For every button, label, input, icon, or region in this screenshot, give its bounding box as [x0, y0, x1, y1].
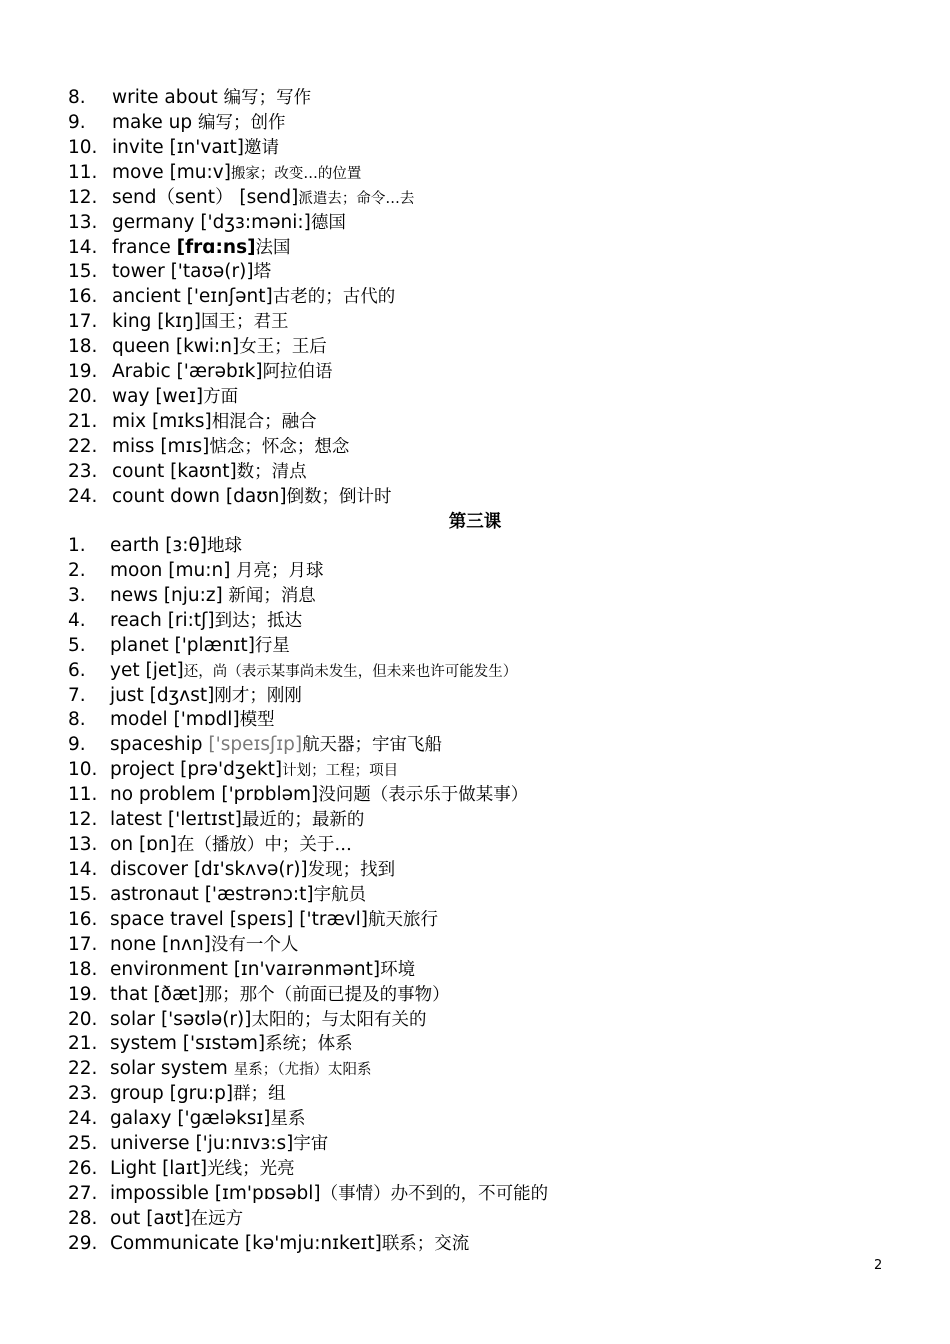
- item-meaning: 宇航员: [313, 884, 367, 905]
- item-number: 5.: [68, 634, 86, 656]
- item-phonetic: [prə'dʒekt]: [180, 759, 283, 781]
- item-meaning: 惦念；怀念；想念: [209, 436, 350, 457]
- item-number: 18.: [68, 336, 98, 358]
- vocab-item: [68, 460, 414, 485]
- item-number: 9.: [68, 734, 86, 756]
- item-meaning: 倒数；倒计时: [286, 486, 392, 507]
- item-number: 24.: [68, 485, 98, 507]
- item-number: 26.: [68, 1158, 98, 1180]
- item-meaning: 没有一个人: [210, 934, 299, 955]
- item-number: 11.: [68, 161, 98, 183]
- item-meaning: 星系；（尤指）太阳系: [233, 1062, 372, 1079]
- item-word: news: [110, 584, 158, 606]
- item-meaning: 古老的；古代的: [272, 287, 396, 308]
- vocab-item: [68, 335, 414, 360]
- item-word: queen: [112, 336, 170, 358]
- item-number: 27.: [68, 1182, 98, 1204]
- item-number: 11.: [68, 784, 98, 806]
- item-number: 23.: [68, 1083, 98, 1105]
- item-phonetic: ['plænɪt]: [174, 634, 255, 656]
- vocab-item: [68, 534, 548, 559]
- item-meaning: 星系: [270, 1109, 306, 1130]
- item-phonetic: [aʊt]: [146, 1207, 191, 1229]
- item-phonetic: ['taʊə(r)]: [170, 261, 254, 283]
- vocab-item: [68, 285, 414, 310]
- item-meaning: 没问题（表示乐于做某事）: [318, 785, 529, 806]
- item-number: 12.: [68, 809, 98, 831]
- vocab-list-continued: [68, 86, 414, 510]
- item-phonetic: [mu:v]: [169, 161, 231, 183]
- item-meaning: 月亮；月球: [230, 560, 324, 581]
- item-word: moon: [110, 559, 163, 581]
- item-word: planet: [110, 634, 169, 656]
- item-meaning: 数；清点: [236, 461, 307, 482]
- item-word: yet: [110, 659, 140, 681]
- vocab-item: [68, 1182, 548, 1207]
- vocab-item: [68, 136, 414, 161]
- item-phonetic: [weɪ]: [155, 386, 204, 408]
- item-word: astronaut: [110, 883, 199, 905]
- item-word: count: [112, 460, 165, 482]
- item-number: 16.: [68, 286, 98, 308]
- item-meaning: 那；那个（前面已提及的事物）: [204, 984, 450, 1005]
- item-word: invite: [112, 136, 164, 158]
- item-phonetic: [ri:tʃ]: [167, 609, 215, 631]
- item-phonetic: [send]: [239, 186, 299, 208]
- item-phonetic: ['speɪsʃɪp]: [208, 734, 303, 756]
- vocab-item: [68, 310, 414, 335]
- item-phonetic: [dʒʌst]: [149, 684, 215, 706]
- item-meaning: 邀请: [244, 137, 280, 158]
- item-number: 13.: [68, 834, 98, 856]
- vocab-item: [68, 211, 414, 236]
- vocab-item: [68, 360, 414, 385]
- item-meaning: 环境: [380, 959, 416, 980]
- item-meaning: 发现；找到: [307, 859, 396, 880]
- item-phonetic: [ɒn]: [138, 834, 177, 856]
- item-phonetic: ['gæləksɪ]: [177, 1108, 271, 1130]
- item-word: way: [112, 386, 150, 408]
- item-meaning: 刚才；刚刚: [214, 685, 302, 706]
- item-meaning: 航天旅行: [367, 909, 438, 930]
- vocab-item: [68, 86, 414, 111]
- item-meaning: 最近的；最新的: [241, 810, 365, 831]
- item-number: 29.: [68, 1232, 98, 1254]
- item-number: 3.: [68, 584, 86, 606]
- item-word: galaxy: [110, 1108, 172, 1130]
- item-number: 24.: [68, 1108, 98, 1130]
- item-meaning: 德国: [310, 212, 346, 233]
- item-phonetic: [gru:p]: [169, 1083, 234, 1105]
- vocab-item: [68, 684, 548, 709]
- vocab-item: [68, 783, 548, 808]
- vocab-item: [68, 1057, 548, 1082]
- item-number: 12.: [68, 186, 98, 208]
- item-phonetic: [ðæt]: [153, 983, 205, 1005]
- vocab-item: [68, 833, 548, 858]
- item-phonetic: ['eɪnʃənt]: [186, 286, 273, 308]
- item-word: mix: [112, 410, 147, 432]
- item-phonetic: [daʊn]: [225, 485, 287, 507]
- item-number: 22.: [68, 1058, 98, 1080]
- item-number: 25.: [68, 1133, 98, 1155]
- item-number: 28.: [68, 1207, 98, 1229]
- vocab-item: [68, 958, 548, 983]
- vocab-item: [68, 435, 414, 460]
- vocab-item: [68, 609, 548, 634]
- item-word: Light: [110, 1158, 157, 1180]
- item-meaning: 在（播放）中；关于…: [176, 835, 352, 856]
- item-number: 20.: [68, 1008, 98, 1030]
- vocab-item: [68, 111, 414, 136]
- item-number: 21.: [68, 410, 98, 432]
- vocab-item: [68, 708, 548, 733]
- lesson-heading: 第三课: [448, 512, 502, 532]
- vocab-item: [68, 634, 548, 659]
- item-number: 10.: [68, 136, 98, 158]
- vocab-item: [68, 659, 548, 684]
- item-word: none: [110, 933, 157, 955]
- item-meaning: 群；组: [233, 1084, 286, 1105]
- item-word: environment: [110, 958, 228, 980]
- item-word: make up: [112, 111, 193, 133]
- item-phonetic: [frɑ:ns]: [176, 236, 256, 258]
- item-phonetic: [dɪ'skʌvə(r)]: [193, 858, 308, 880]
- item-number: 22.: [68, 435, 98, 457]
- item-meaning: 行星: [254, 635, 290, 656]
- vocab-item: [68, 758, 548, 783]
- item-meaning: 太阳的；与太阳有关的: [251, 1009, 427, 1030]
- item-number: 8.: [68, 709, 86, 731]
- item-word: model: [110, 709, 168, 731]
- item-word: impossible: [110, 1182, 209, 1204]
- item-phonetic: ['ju:nɪvɜ:s]: [195, 1133, 294, 1155]
- item-word: germany: [112, 211, 195, 233]
- item-word: that: [110, 983, 148, 1005]
- item-number: 20.: [68, 386, 98, 408]
- item-phonetic: [jet]: [145, 659, 184, 681]
- item-word: system: [110, 1033, 177, 1055]
- item-word: miss: [112, 435, 155, 457]
- item-word: no problem: [110, 784, 216, 806]
- item-number: 15.: [68, 883, 98, 905]
- item-meaning: 搬家；改变…的位置: [230, 165, 362, 182]
- item-word: write about: [112, 87, 218, 108]
- item-phonetic: [ɪm'pɒsəbl]: [214, 1182, 321, 1204]
- item-meaning: 在远方: [190, 1208, 244, 1229]
- vocab-item: [68, 733, 548, 758]
- vocab-item: [68, 1132, 548, 1157]
- item-number: 10.: [68, 759, 98, 781]
- item-meaning: 光线；光亮: [207, 1159, 295, 1180]
- item-meaning: 模型: [239, 710, 275, 731]
- vocab-item: [68, 1032, 548, 1057]
- vocab-item: [68, 1107, 548, 1132]
- item-phonetic: [laɪt]: [162, 1158, 208, 1180]
- item-word: send（sent）: [112, 186, 234, 208]
- item-phonetic: [mɪks]: [152, 410, 212, 432]
- vocab-item: [68, 186, 414, 211]
- vocab-item: [68, 1082, 548, 1107]
- item-meaning: 法国: [255, 237, 291, 258]
- item-meaning: 系统；体系: [265, 1034, 353, 1055]
- page-number: 2: [874, 1258, 883, 1273]
- vocab-item: [68, 933, 548, 958]
- item-number: 4.: [68, 609, 86, 631]
- item-phonetic: ['prɒbləm]: [221, 784, 319, 806]
- item-word: ancient: [112, 286, 181, 308]
- item-meaning: 相混合；融合: [211, 411, 317, 432]
- item-number: 19.: [68, 361, 98, 383]
- item-phonetic: [kwi:n]: [175, 336, 240, 358]
- item-meaning: 航天器；宇宙飞船: [302, 735, 443, 756]
- item-meaning: 阿拉伯语: [262, 362, 333, 383]
- item-number: 21.: [68, 1033, 98, 1055]
- item-phonetic: ['mɒdl]: [173, 709, 240, 731]
- item-phonetic: [ɪn'vaɪrənmənt]: [233, 958, 381, 980]
- vocab-item: [68, 1157, 548, 1182]
- item-word: tower: [112, 261, 165, 283]
- item-phonetic: [mu:n]: [168, 559, 231, 581]
- item-phonetic: ['səʊlə(r)]: [160, 1008, 252, 1030]
- item-word: out: [110, 1207, 141, 1229]
- item-meaning: 派遣去；命令…去: [298, 190, 415, 207]
- item-word: king: [112, 311, 152, 333]
- vocab-list-lesson-3: [68, 534, 548, 1257]
- item-phonetic: ['sɪstəm]: [182, 1033, 266, 1055]
- item-number: 6.: [68, 659, 86, 681]
- vocab-item: [68, 260, 414, 285]
- item-meaning: 计划；工程；项目: [282, 763, 399, 780]
- item-word: project: [110, 759, 175, 781]
- item-word: Communicate: [110, 1232, 240, 1254]
- item-meaning: 方面: [203, 387, 239, 408]
- item-word: solar: [110, 1008, 156, 1030]
- vocab-item: [68, 858, 548, 883]
- item-word: earth: [110, 535, 160, 556]
- item-number: 7.: [68, 684, 86, 706]
- item-meaning: 联系；交流: [381, 1233, 470, 1254]
- item-phonetic: [nju:z]: [163, 584, 223, 606]
- item-word: Arabic: [112, 361, 171, 383]
- item-meaning: 地球: [207, 536, 243, 556]
- item-number: 18.: [68, 958, 98, 980]
- item-meaning: 编写；写作: [223, 88, 312, 108]
- item-word: move: [112, 161, 164, 183]
- item-word: space travel: [110, 908, 224, 930]
- vocab-item: [68, 1232, 548, 1257]
- item-phonetic: [mɪs]: [160, 435, 210, 457]
- item-phonetic: ['æstrənɔ:t]: [204, 883, 314, 905]
- item-meaning: 女王；王后: [239, 337, 327, 358]
- item-number: 15.: [68, 261, 98, 283]
- item-meaning: 国王；君王: [200, 312, 289, 333]
- item-number: 9.: [68, 111, 86, 133]
- item-meaning: 新闻；消息: [222, 585, 316, 606]
- item-number: 19.: [68, 983, 98, 1005]
- item-phonetic: [ɜ:θ]: [165, 535, 208, 556]
- item-meaning: （事情）办不到的，不可能的: [320, 1183, 549, 1204]
- item-number: 14.: [68, 236, 98, 258]
- item-number: 8.: [68, 87, 86, 108]
- item-word: discover: [110, 858, 188, 880]
- item-word: count down: [112, 485, 220, 507]
- vocab-item: [68, 808, 548, 833]
- item-number: 17.: [68, 933, 98, 955]
- item-number: 14.: [68, 858, 98, 880]
- item-word: universe: [110, 1133, 190, 1155]
- item-phonetic: ['ærəbɪk]: [176, 361, 263, 383]
- vocab-item: [68, 410, 414, 435]
- item-meaning: 塔: [253, 262, 272, 283]
- item-phonetic: ['dʒɜ:məni:]: [200, 211, 311, 233]
- item-word: spaceship: [110, 734, 203, 756]
- item-word: group: [110, 1083, 164, 1105]
- item-word: latest: [110, 809, 163, 831]
- vocab-item: [68, 485, 414, 510]
- item-number: 13.: [68, 211, 98, 233]
- vocab-item: [68, 883, 548, 908]
- item-phonetic: [kə'mju:nɪkeɪt]: [244, 1232, 382, 1254]
- item-meaning: 到达；抵达: [214, 610, 303, 631]
- item-word: reach: [110, 609, 162, 631]
- item-phonetic: ['leɪtɪst]: [167, 809, 242, 831]
- item-word: france: [112, 236, 171, 258]
- vocab-item: [68, 908, 548, 933]
- item-phonetic: [speɪs] ['trævl]: [229, 908, 368, 930]
- item-number: 17.: [68, 311, 98, 333]
- item-meaning: 宇宙: [293, 1134, 329, 1155]
- vocab-item: [68, 236, 414, 261]
- item-meaning: 编写；创作: [198, 112, 286, 133]
- vocab-item: [68, 559, 548, 584]
- item-number: 1.: [68, 535, 86, 556]
- item-phonetic: [ɪn'vaɪt]: [169, 136, 245, 158]
- item-word: on: [110, 834, 134, 856]
- item-number: 2.: [68, 559, 86, 581]
- vocab-item: [68, 983, 548, 1008]
- item-number: 16.: [68, 908, 98, 930]
- vocab-item: [68, 385, 414, 410]
- item-word: solar system: [110, 1058, 228, 1080]
- item-word: just: [110, 684, 144, 706]
- item-meaning: 还，尚（表示某事尚未发生，但未来也许可能发生）: [183, 663, 518, 680]
- item-number: 23.: [68, 460, 98, 482]
- vocab-item: [68, 1008, 548, 1033]
- vocab-item: [68, 161, 414, 186]
- item-phonetic: [kaʊnt]: [170, 460, 237, 482]
- vocab-item: [68, 1207, 548, 1232]
- vocab-item: [68, 584, 548, 609]
- item-phonetic: [nʌn]: [162, 933, 211, 955]
- item-phonetic: [kɪŋ]: [157, 311, 201, 333]
